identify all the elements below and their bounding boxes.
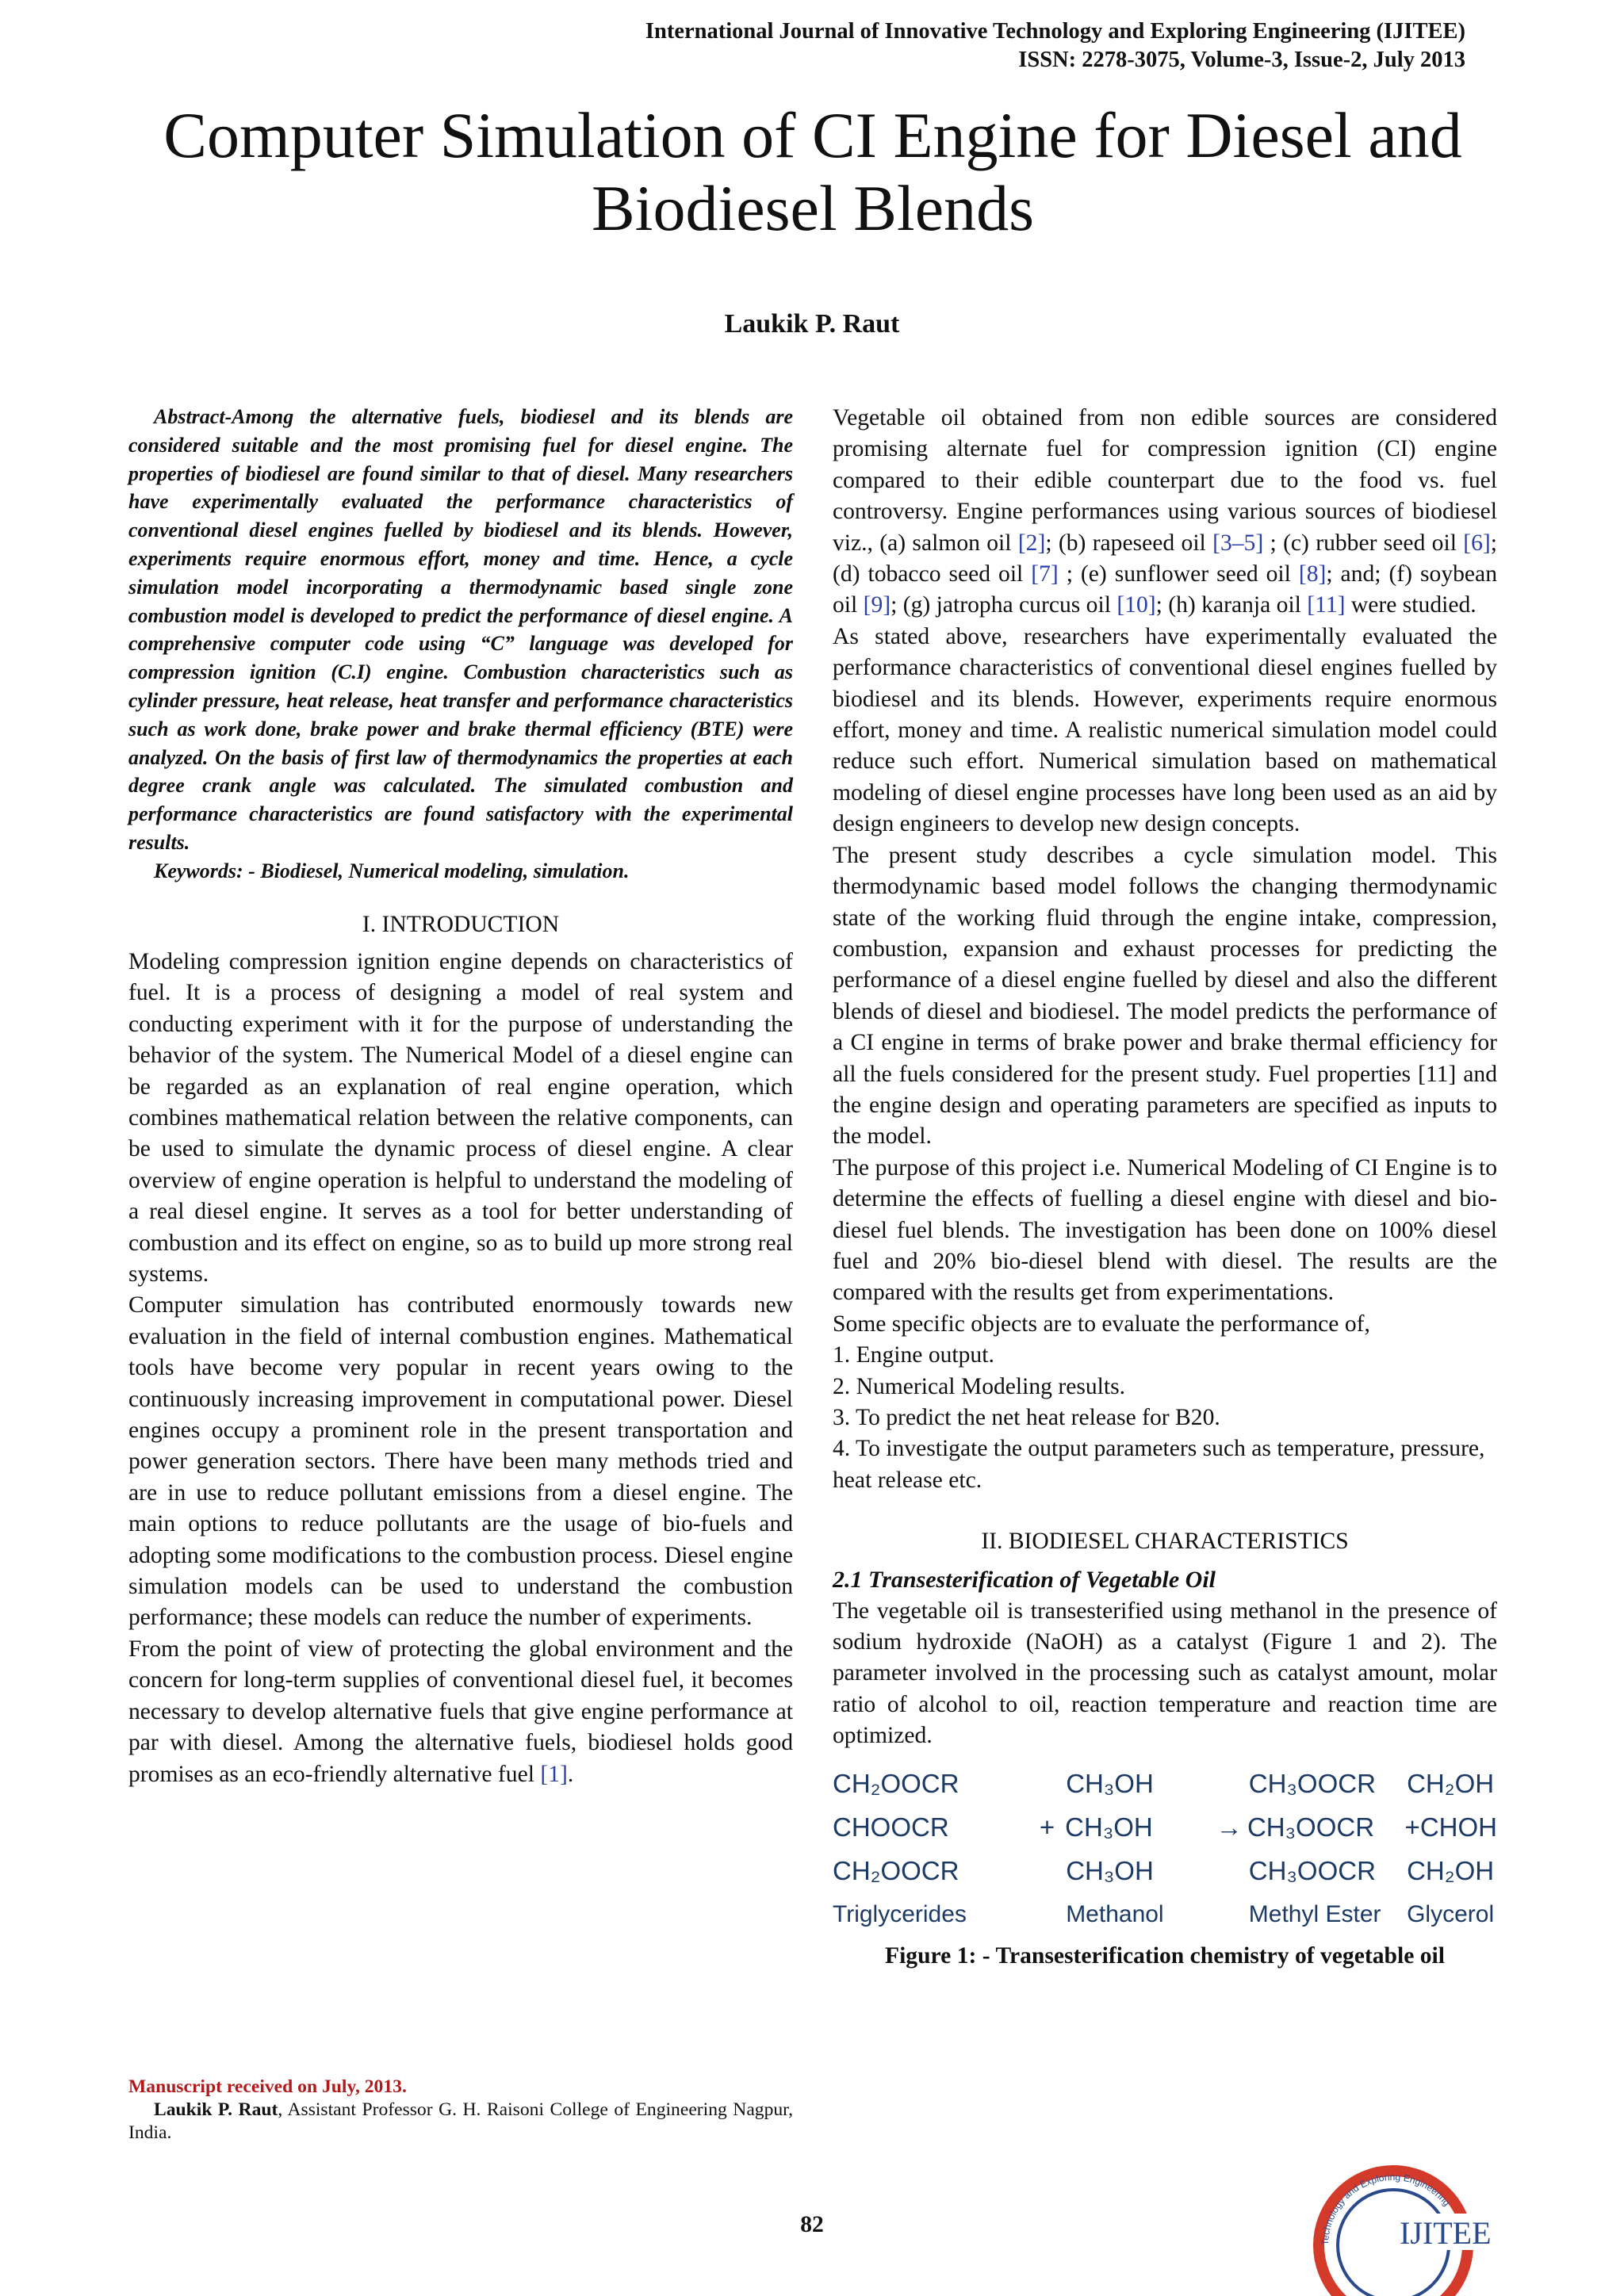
citation-link[interactable]: [8] <box>1298 561 1327 587</box>
arrow-right-icon: → <box>1216 1812 1243 1842</box>
citation-link[interactable]: [10] <box>1116 592 1156 618</box>
body-paragraph: The vegetable oil is transesterified using methanol in the presence of sodium hydroxide (NaOH) as a catalyst (Figure 1 and 2). The parameter involved in the processing such as catalyst amount, molar ratio of alcohol to oil, reaction temperature and reaction time are optimized. <box>833 1598 1497 1749</box>
author-affiliation: Laukik P. Raut, Assistant Professor G. H. Raisoni College of Engineering Nagpur, India. <box>128 2099 793 2143</box>
subsection-heading: 2.1 Transesterification of Vegetable Oil <box>833 1566 1216 1593</box>
reaction-row: CH₂OOCR CH₃OH CH₃OOCR CH₂OH <box>833 1855 1495 1885</box>
intro-paragraph: From the point of view of protecting the global environment and the concern for long-term supplies of conventional diesel fuel, it becomes necessary to develop alternative fuels that give engine performance at par with diesel. Among the alternative fuels, biodiesel holds good promises as an eco-friendly alternative fuel [1]. <box>128 1636 793 1787</box>
section-heading-introduction: I. INTRODUCTION <box>362 911 560 937</box>
citation-link[interactable]: [11] <box>1307 592 1346 618</box>
author-name: Laukik P. Raut <box>724 309 900 339</box>
reaction-row: CH₂OOCR CH₃OH CH₃OOCR CH₂OH <box>833 1768 1495 1798</box>
page-number: 82 <box>800 2212 824 2237</box>
reaction-row: CHOOCR + CH₃OH → CH₃OOCR +CHOH <box>833 1805 1497 1849</box>
journal-issn: ISSN: 2278-3075, Volume-3, Issue-2, July 2013 <box>1018 48 1465 72</box>
body-paragraph: As stated above, researchers have experimentally evaluated the performance characteristics of conventional diesel engines fuelled by biodiesel and its blends. However, experiments require enormous effort, money and time. A realistic numerical simulation model could reduce such effort. Numerical simulation based on mathematical modeling of diesel engine processes have long been used as an aid by design engineers to develop new design concepts. <box>833 623 1497 837</box>
citation-link[interactable]: [1] <box>540 1761 568 1787</box>
citation-link[interactable]: [9] <box>863 592 891 618</box>
list-item: 4. To investigate the output parameters such as temperature, pressure, heat release etc. <box>833 1436 1485 1493</box>
logo-ring-text: Technology and Exploring Engineering <box>1319 2171 1453 2246</box>
intro-paragraph: Modeling compression ignition engine depends on characteristics of fuel. It is a process of designing a model of real system and conducting experiment with it for the purpose of understanding the behavior of the system. The Numerical Model of a diesel engine can be regarded as an explanation of real engine operation, which combines mathematical relation between the relative components, can be used to simulate the dynamic process of diesel engine. A clear overview of engine operation is helpful to understand the modeling of a real diesel engine. It serves as a tool for better understanding of combustion and its effect on engine, so as to build up more strong real systems. <box>128 948 793 1288</box>
body-paragraph: Some specific objects are to evaluate the performance of, <box>833 1311 1370 1337</box>
list-item: 3. To predict the net heat release for B20. <box>833 1405 1220 1430</box>
reaction-labels: Triglycerides Methanol Methyl Ester Glycerol <box>833 1900 1495 1927</box>
citation-link[interactable]: [7] <box>1031 561 1059 587</box>
body-paragraph: The present study describes a cycle simulation model. This thermodynamic based model follows the changing thermodynamic state of the working fluid through the engine intake, compression, combustion, expansion and exhaust processes for predicting the performance of a diesel engine fuelled by diesel and also the different blends of diesel and biodiesel. The model predicts the performance of a CI engine in terms of brake power and brake thermal efficiency for all the fuels considered for the present study. Fuel properties [11] and the engine design and operating parameters are specified as inputs to the model. <box>833 842 1497 1150</box>
journal-logo-icon <box>1304 2150 1511 2296</box>
figure-1-reaction <box>833 1762 1497 1936</box>
citation-link[interactable]: [2] <box>1017 530 1046 556</box>
plus-sign: + <box>1039 1812 1055 1842</box>
intro-paragraph: Computer simulation has contributed enormously towards new evaluation in the field of internal combustion engines. Mathematical tools have become very popular in recent years owing to the continuously increasing improvement in computational power. Diesel engines occupy a prominent role in the present transportation and power generation sectors. There have been many methods tried and are in use to reduce pollutant emissions from a diesel engine. The main options to reduce pollutants are the usage of bio-fuels and adopting some modifications to the combustion process. Diesel engine simulation models can be used to understand the combustion performance; these models can reduce the number of experiments. <box>128 1292 793 1631</box>
citation-link[interactable]: [6] <box>1463 530 1491 556</box>
body-paragraph: Vegetable oil obtained from non edible sources are considered promising alternate fuel for compression ignition (CI) engine compared to their edible counterpart due to the food vs. fuel controversy. Engine performances using various sources of biodiesel viz., (a) salmon oil [2]; (b) rapeseed oil [3–5] ; (c) rubber seed oil [6]; (d) tobacco seed oil [7] ; (e) sunflower seed oil [8]; and; (f) soybean oil [9]; (g) jatropha curcus oil [10]; (h) karanja oil [11] were studied. <box>833 405 1497 618</box>
journal-name: International Journal of Innovative Technology and Exploring Engineering (IJITEE) <box>645 19 1465 44</box>
manuscript-date: Manuscript received on July, 2013. <box>128 2076 407 2097</box>
list-item: 1. Engine output. <box>833 1342 994 1368</box>
list-item: 2. Numerical Modeling results. <box>833 1373 1126 1399</box>
logo-text: IJITEE <box>1400 2215 1492 2251</box>
journal-header <box>355 17 1465 75</box>
body-paragraph: The purpose of this project i.e. Numerical Modeling of CI Engine is to determine the effects of fuelling a diesel engine with diesel and bio-diesel fuel blends. The investigation has been done on 100% diesel fuel and 20% bio-diesel blend with diesel. The results are the compared with the results get from experimentations. <box>833 1154 1497 1306</box>
citation-link[interactable]: [3–5] <box>1212 530 1264 556</box>
figure-caption: Figure 1: - Transesterification chemistry of vegetable oil <box>885 1942 1445 1969</box>
objectives-list <box>833 1340 1497 1496</box>
left-column <box>128 403 793 1790</box>
abstract: Abstract-Among the alternative fuels, biodiesel and its blends are considered suitable and the most promising fuel for diesel engine. The properties of biodiesel are found similar to that of diesel. Many researchers have experimentally evaluated the performance characteristics of conventional diesel engines fuelled by biodiesel and its blends. However, experiments require enormous effort, money and time. Hence, a cycle simulation model incorporating a thermodynamic based single zone combustion model is developed to predict the performance of diesel engine. A comprehensive computer code using “C” language was developed for compression ignition (C.I) engine. Combustion characteristics such as cylinder pressure, heat release, heat transfer and performance characteristics such as work done, brake power and brake thermal efficiency (BTE) were analyzed. On the basis of first law of thermodynamics the properties at each degree crank angle was calculated. The simulated combustion and performance characteristics are found satisfactory with the experimental results. <box>128 405 793 854</box>
keywords: Keywords: - Biodiesel, Numerical modeling, simulation. <box>154 859 630 882</box>
section-heading-biodiesel: II. BIODIESEL CHARACTERISTICS <box>981 1529 1349 1555</box>
footnote <box>128 2076 793 2145</box>
right-column <box>833 403 1497 1972</box>
paper-title: Computer Simulation of CI Engine for Diesel and Biodiesel Blends <box>163 99 1462 244</box>
